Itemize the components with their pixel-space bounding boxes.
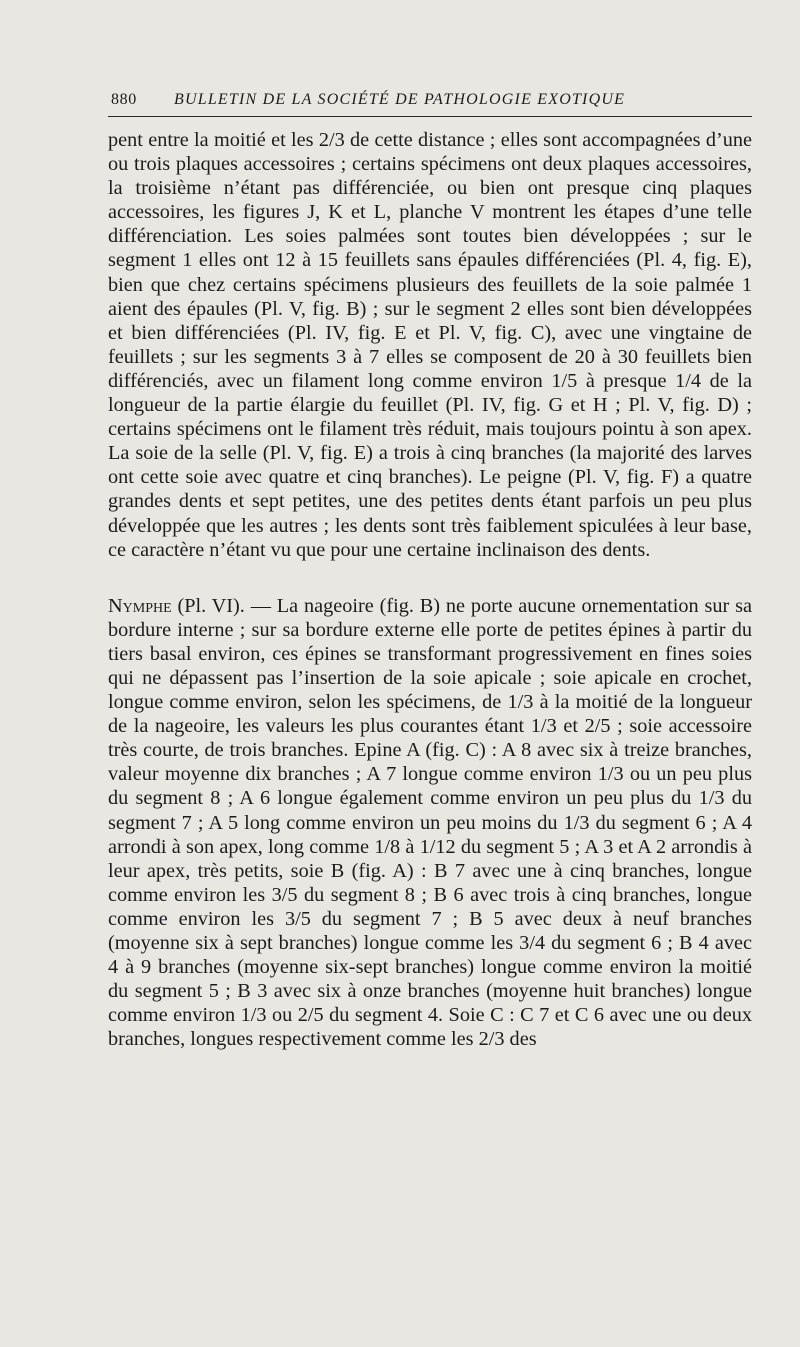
page-header <box>111 88 751 116</box>
page-number: 880 <box>111 91 137 108</box>
running-title: BULLETIN DE LA SOCIÉTÉ DE PATHOLOGIE EXOTIQUE <box>174 91 626 108</box>
header-rule <box>108 116 752 117</box>
paragraph-larva-continuation: pent entre la moitié et les 2/3 de cette distance ; elles sont accompagnées d’une ou trois plaques accessoires ; certains spécimens ont deux plaques accessoires, la troisième n’étant pas différenciée, ou bien ont presque cinq plaques accessoires, les figures J, K et L, planche V montrent les étapes d’une telle différenciation. Les soies palmées sont toutes bien développées ; sur le segment 1 elles ont 12 à 15 feuillets sans épaules différenciées (Pl. 4, fig. E), bien que chez certains spécimens plusieurs des feuillets de la soie palmée 1 aient des épaules (Pl. V, fig. B) ; sur le segment 2 elles sont bien développées et bien différenciées (Pl. IV, fig. E et Pl. V, fig. C), avec une vingtaine de feuillets ; sur les segments 3 à 7 elles se composent de 20 à 30 feuillets bien différenciés, avec un filament long comme environ 1/5 à presque 1/4 de la longueur de la partie élargie du feuillet (Pl. IV, fig. G et H ; Pl. V, fig. D) ; certains spécimens ont le filament très réduit, mais toujours pointu à son apex. La soie de la selle (Pl. V, fig. E) a trois à cinq branches (la majorité des larves ont cette soie avec quatre et cinq branches). Le peigne (Pl. V, fig. F) a quatre grandes dents et sept petites, une des petites dents étant parfois un peu plus développée que les autres ; les dents sont très faiblement spiculées à leur base, ce caractère n’étant vu que pour une certaine inclinaison des dents. <box>108 129 752 561</box>
paragraph-nymphe-text: (Pl. VI). — La nageoire (fig. B) ne porte aucune ornementation sur sa bordure interne ; sur sa bordure externe elle porte de petites épines à partir du tiers basal environ, ces épines se transformant progressivement en fines soies qui ne dépassent pas l’insertion de la soie apicale ; soie apicale en crochet, longue comme environ, selon les spécimens, de 1/3 à la moitié de la longueur de la nageoire, les valeurs les plus courantes étant 1/3 et 2/5 ; soie accessoire très courte, de trois branches. Epine A (fig. C) : A 8 avec six à treize branches, valeur moyenne dix branches ; A 7 longue comme environ 1/3 ou un peu plus du segment 8 ; A 6 longue également comme environ un peu plus du 1/3 du segment 7 ; A 5 long comme environ un peu moins du 1/3 du segment 6 ; A 4 arrondi à son apex, long comme 1/8 à 1/12 du segment 5 ; A 3 et A 2 arrondis à leur apex, très petits, soie B (fig. A) : B 7 avec une à cinq branches, longue comme environ les 3/5 du segment 8 ; B 6 avec trois à cinq branches, longue comme environ les 3/5 du segment 7 ; B 5 avec deux à neuf branches (moyenne six à sept branches) longue comme les 3/4 du segment 6 ; B 4 avec 4 à 9 branches (moyenne six-sept branches) longue comme environ la moitié du segment 5 ; B 3 avec six à onze branches (moyenne huit branches) longue comme environ 1/3 ou 2/5 du segment 4. Soie C : C 7 et C 6 avec une ou deux branches, longues respectivement comme les 2/3 des <box>108 594 752 1051</box>
paragraph-nymphe <box>108 594 752 1052</box>
body-text <box>108 128 752 1051</box>
section-lead-nymphe: Nymphe <box>108 594 172 617</box>
